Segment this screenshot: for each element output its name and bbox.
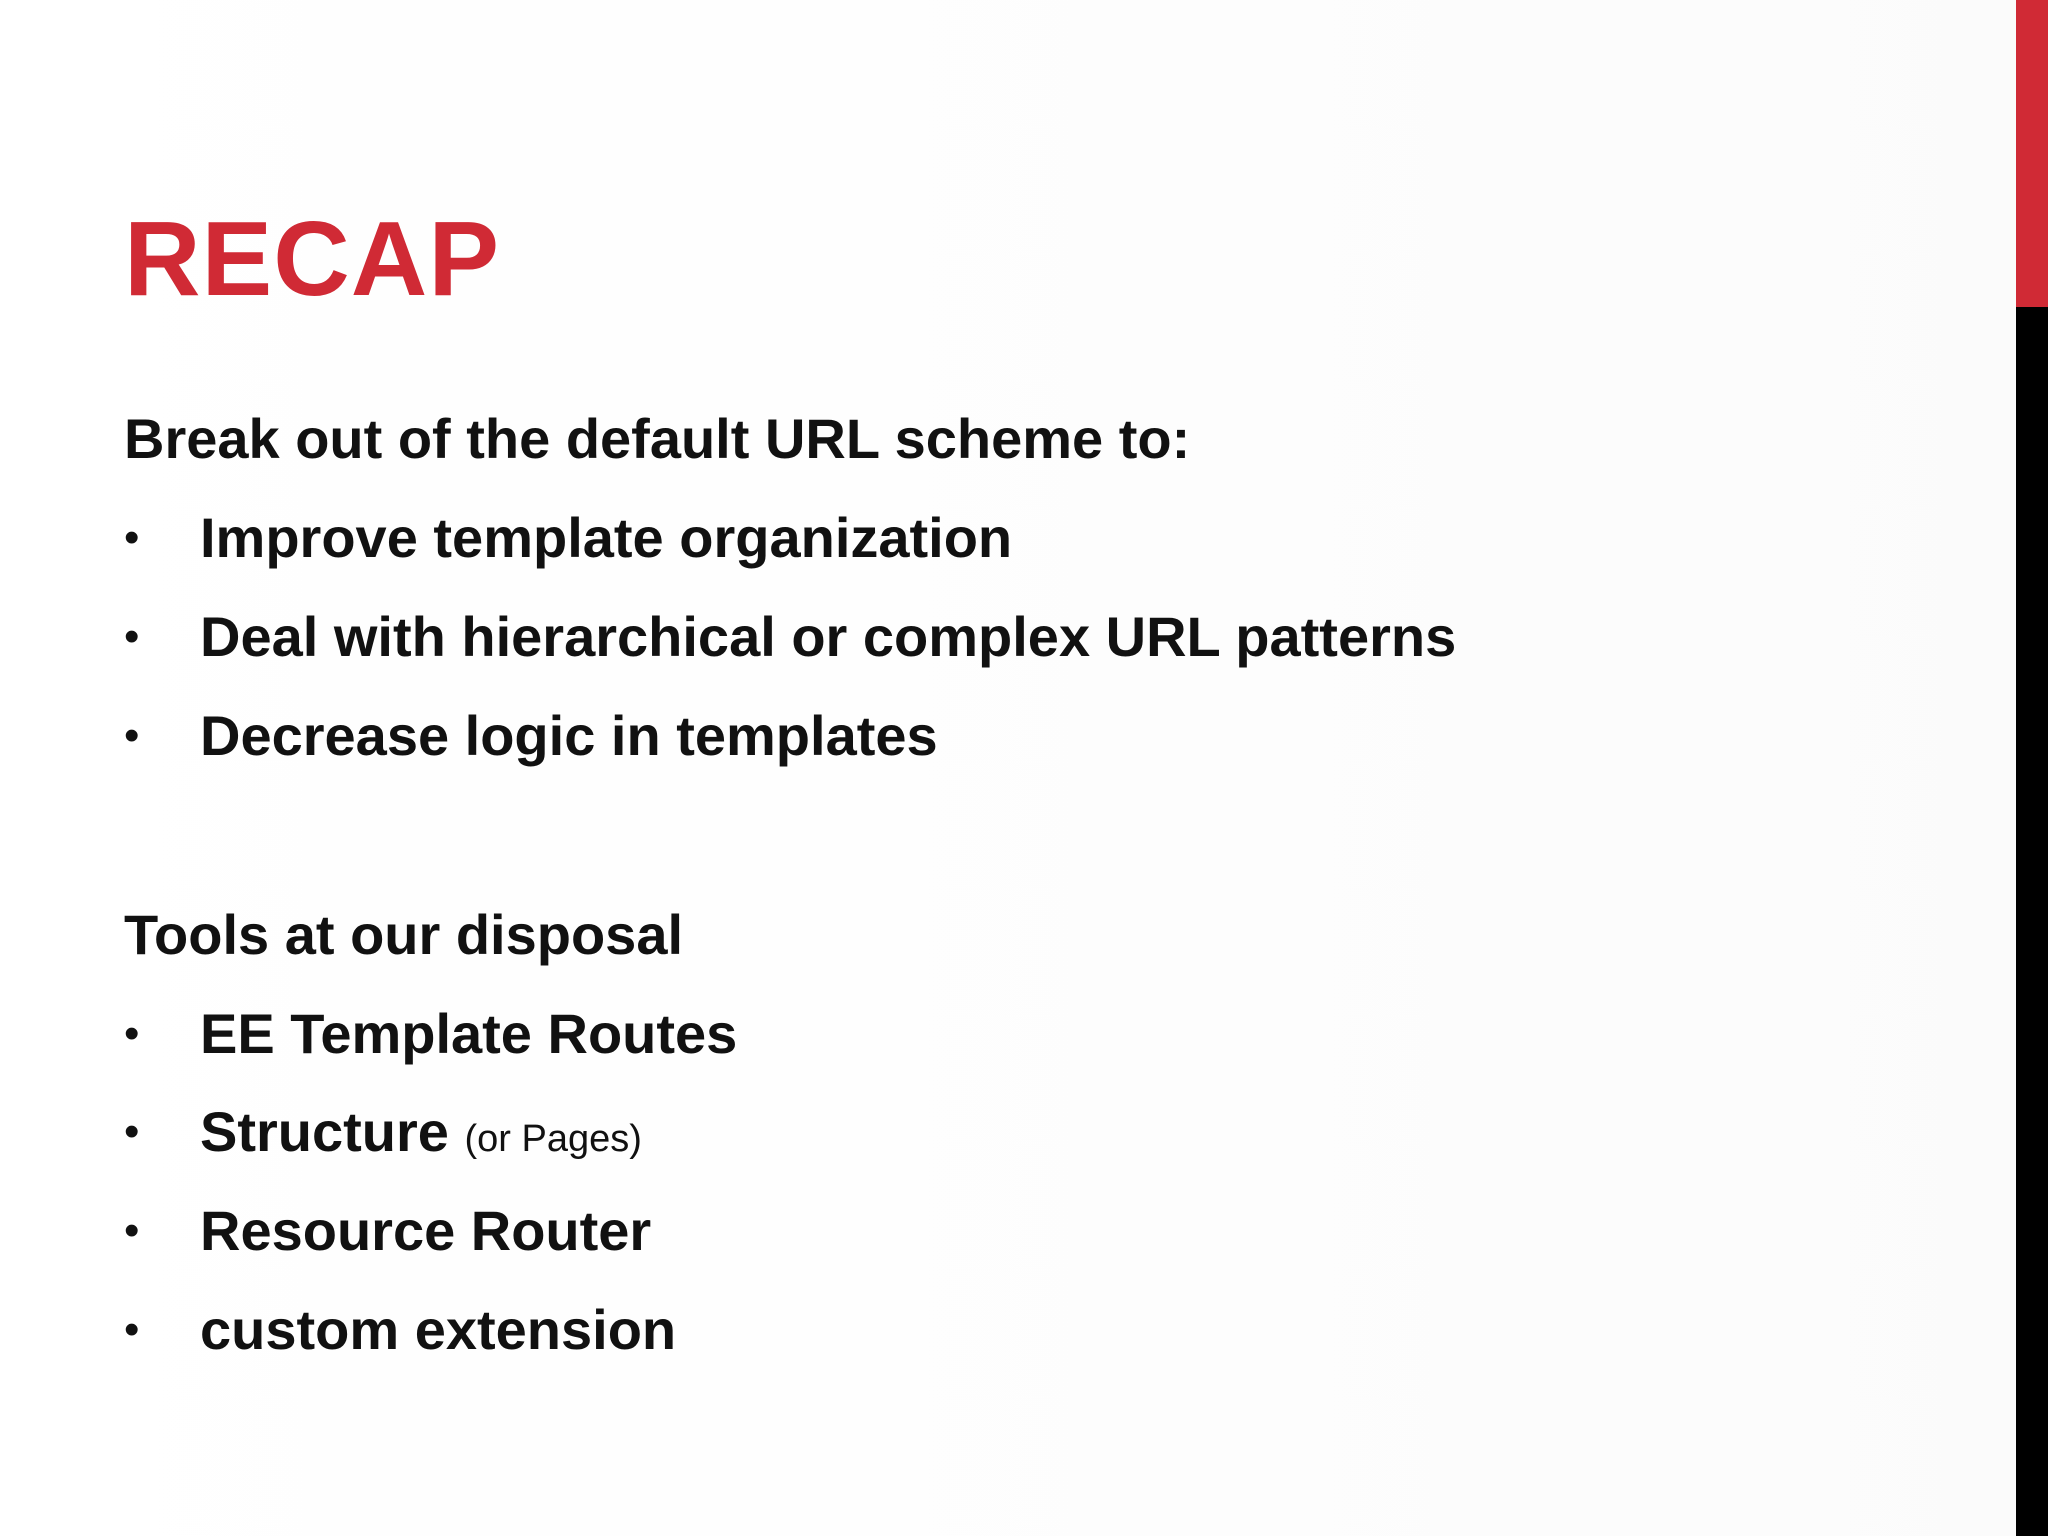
section-heading-url-scheme: Break out of the default URL scheme to: (124, 407, 1191, 470)
bullet-icon: • (124, 612, 140, 661)
bullet-text-main: Structure (200, 1100, 449, 1163)
bullet-text: EE Template Routes (200, 1002, 738, 1065)
bullet-icon: • (124, 1107, 140, 1156)
side-accent-bar-red (2016, 0, 2048, 307)
bullet-text: Deal with hierarchical or complex URL patterns (200, 605, 1457, 668)
bullet-icon: • (124, 1305, 140, 1354)
slide-title: RECAP (124, 200, 501, 318)
bullet-text: Decrease logic in templates (200, 704, 938, 767)
side-accent-bar (2016, 0, 2048, 1536)
bullet-icon: • (124, 1009, 140, 1058)
bullet-icon: • (124, 711, 140, 760)
bullet-text: Resource Router (200, 1199, 652, 1262)
bullet-note: (or Pages) (464, 1118, 642, 1160)
bullet-text (200, 1100, 642, 1163)
bullet-text: Improve template organization (200, 506, 1013, 569)
side-accent-bar-dark (2016, 307, 2048, 1536)
section-heading-tools: Tools at our disposal (124, 903, 684, 966)
bullet-text: custom extension (200, 1298, 677, 1361)
bullet-icon: • (124, 1206, 140, 1255)
bullet-icon: • (124, 513, 140, 562)
